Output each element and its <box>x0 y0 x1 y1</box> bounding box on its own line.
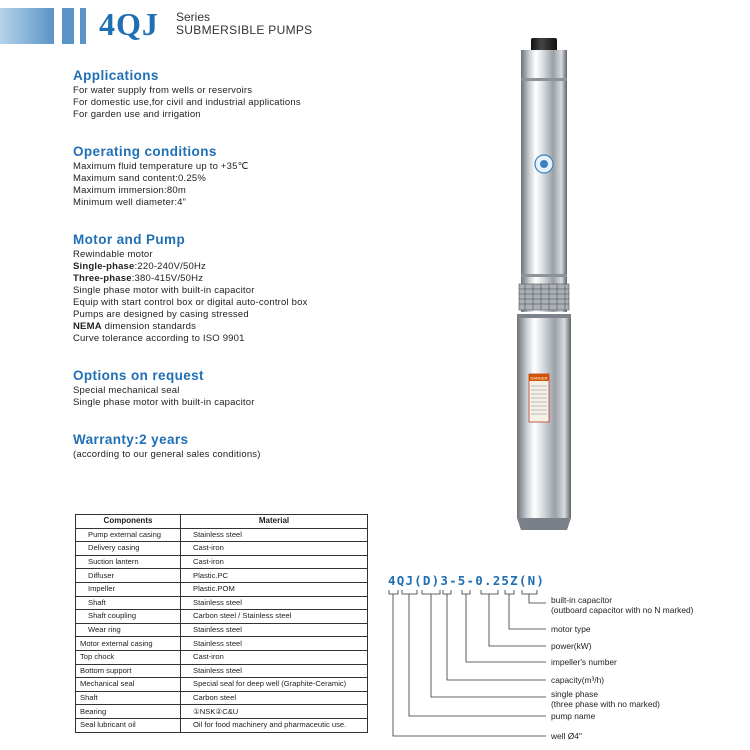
material-cell: Plastic.POM <box>181 582 368 596</box>
applications-line: For water supply from wells or reservoirs <box>73 85 253 96</box>
leader-pump-name <box>409 594 546 716</box>
material-cell: Carbon steel <box>181 691 368 705</box>
material-cell: Cast-iron <box>181 555 368 569</box>
operating-line: Minimum well diameter:4” <box>73 197 187 208</box>
material-cell: Cast-iron <box>181 542 368 556</box>
leader-impeller <box>466 594 546 662</box>
label-capacitor-line1: built-in capacitor <box>551 595 612 605</box>
options-line: Single phase motor with built-in capacitor <box>73 397 255 408</box>
component-cell: Impeller <box>76 582 181 596</box>
page-title: 4QJ <box>99 6 159 42</box>
label-phase <box>551 689 660 709</box>
component-cell: Seal lubricant oil <box>76 718 181 732</box>
operating-line: Maximum fluid temperature up to +35℃ <box>73 161 249 172</box>
motor-heading: Motor and Pump <box>73 232 186 247</box>
component-cell: Bearing <box>76 705 181 719</box>
material-cell: Plastic.PC <box>181 569 368 583</box>
material-cell: Stainless steel <box>181 664 368 678</box>
applications-heading: Applications <box>73 68 159 83</box>
column-header-material: Material <box>181 515 368 529</box>
bracket-well <box>389 590 398 594</box>
label-power: power(kW) <box>551 641 592 651</box>
label-well: well Ø4" <box>551 731 582 741</box>
label-pump-name: pump name <box>551 711 596 721</box>
operating-heading: Operating conditions <box>73 144 217 159</box>
motor-line: Equip with start control box or digital auto-control box <box>73 297 308 308</box>
motor-line: Curve tolerance according to ISO 9901 <box>73 333 245 344</box>
warranty-line: (according to our general sales conditions) <box>73 449 261 460</box>
motor-line: Rewindable motor <box>73 249 153 260</box>
leader-phase <box>431 594 546 697</box>
page-subtitle: SUBMERSIBLE PUMPS <box>176 23 313 37</box>
component-cell: Wear ring <box>76 623 181 637</box>
material-cell: Oil for food machinery and pharmaceutic use. <box>181 718 368 732</box>
bracket-capacity <box>443 590 451 594</box>
component-cell: Shaft <box>76 596 181 610</box>
material-cell: Carbon steel / Stainless steel <box>181 610 368 624</box>
component-cell: Bottom support <box>76 664 181 678</box>
nema-value: dimension standards <box>101 321 197 332</box>
component-cell: Top chock <box>76 650 181 664</box>
bracket-pump-name <box>402 590 417 594</box>
material-cell: Stainless steel <box>181 623 368 637</box>
three-phase-value: :380-415V/50Hz <box>131 273 204 284</box>
warranty-heading: Warranty:2 years <box>73 432 189 447</box>
label-phase-line1: single phase <box>551 689 599 699</box>
component-cell: Shaft <box>76 691 181 705</box>
component-cell: Diffuser <box>76 569 181 583</box>
leader-power <box>489 594 546 646</box>
label-motor-type: motor type <box>551 624 591 634</box>
component-cell: Motor external casing <box>76 637 181 651</box>
column-header-components: Components <box>76 515 181 529</box>
label-capacitor <box>551 595 693 615</box>
three-phase-label: Three-phase <box>73 273 132 284</box>
material-cell: Special seal for deep well (Graphite-Ceramic) <box>181 678 368 692</box>
model-code: 4QJ(D)3-5-0.25Z(N) <box>388 573 546 588</box>
options-heading: Options on request <box>73 368 204 383</box>
label-impeller: impeller's number <box>551 657 617 667</box>
motor-line: Single phase motor with built-in capacitor <box>73 285 255 296</box>
bracket-motor-type <box>505 590 514 594</box>
material-cell: Cast-iron <box>181 650 368 664</box>
label-phase-line2: (three phase with no marked) <box>551 699 660 709</box>
component-cell: Mechanical seal <box>76 678 181 692</box>
nema-label: NEMA <box>73 321 102 332</box>
material-cell: Stainless steel <box>181 637 368 651</box>
bracket-power <box>481 590 498 594</box>
leader-well <box>393 594 546 736</box>
applications-line: For domestic use,for civil and industrial applications <box>73 97 301 108</box>
material-cell: Stainless steel <box>181 528 368 542</box>
bracket-phase <box>422 590 440 594</box>
leader-capacitor <box>529 594 546 603</box>
leader-capacity <box>447 594 546 680</box>
bracket-capacitor <box>522 590 537 594</box>
bracket-impeller <box>462 590 470 594</box>
leader-motor-type <box>509 594 546 629</box>
operating-line: Maximum immersion:80m <box>73 185 186 196</box>
options-line: Special mechanical seal <box>73 385 180 396</box>
operating-line: Maximum sand content:0.25% <box>73 173 206 184</box>
component-cell: Suction lantern <box>76 555 181 569</box>
component-cell: Shaft coupling <box>76 610 181 624</box>
applications-line: For garden use and irrigation <box>73 109 201 120</box>
material-cell: Stainless steel <box>181 596 368 610</box>
label-capacity: capacity(m³/h) <box>551 675 605 685</box>
single-phase-value: :220-240V/50Hz <box>134 261 206 272</box>
label-capacitor-line2: (outboard capacitor with no N marked) <box>551 605 694 615</box>
warning-label-text: DANGER <box>530 375 548 381</box>
component-cell: Delivery casing <box>76 542 181 556</box>
single-phase-label: Single-phase <box>73 261 135 272</box>
motor-line: Pumps are designed by casing stressed <box>73 309 249 320</box>
series-label: Series <box>176 10 211 24</box>
material-cell: ①NSK②C&U <box>181 705 368 719</box>
component-cell: Pump external casing <box>76 528 181 542</box>
